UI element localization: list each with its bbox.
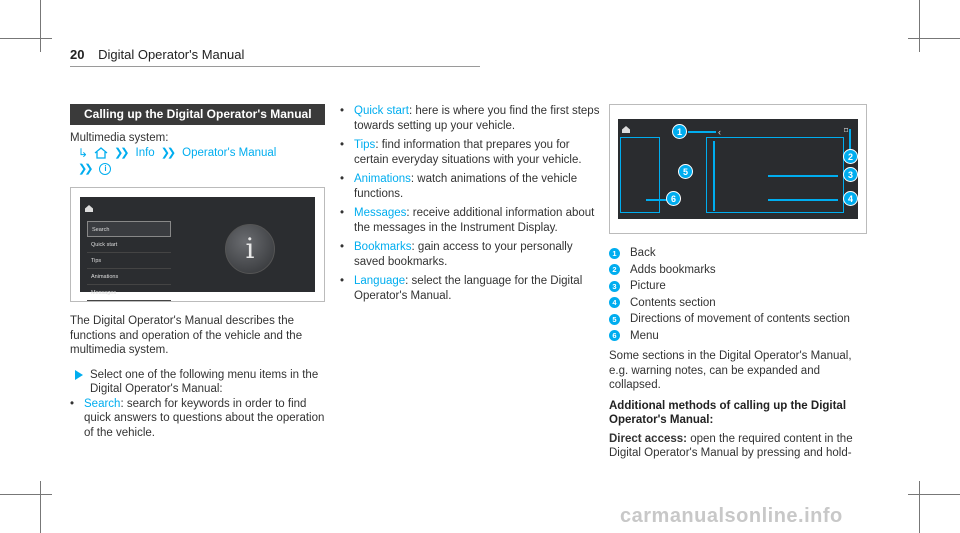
bullet-link[interactable]: Animations <box>354 173 411 185</box>
crop-mark <box>40 481 41 533</box>
bullet-item <box>340 240 600 269</box>
back-arrow-icon: ‹ <box>718 127 721 137</box>
screen-menu-item: Quick start <box>87 237 171 253</box>
page-header <box>70 47 244 62</box>
screen-menu-item: Tips <box>87 253 171 269</box>
subheading: Additional methods of calling up the Digital Operator's Manual: <box>609 399 847 426</box>
page-title: Digital Operator's Manual <box>98 47 245 62</box>
legend-item <box>609 263 867 278</box>
legend-label: Contents section <box>630 296 716 309</box>
home-icon <box>85 202 93 209</box>
note-paragraph: Some sections in the Digital Operator's Manual, e.g. warning notes, can be expanded and collapsed. <box>609 350 852 391</box>
section-heading: Calling up the Digital Operator's Manual <box>70 104 325 125</box>
callout-1: 1 <box>672 124 687 139</box>
legend-item <box>609 312 867 327</box>
bullet-dot: • <box>340 241 345 253</box>
legend-number: 6 <box>609 330 620 341</box>
double-chevron-icon: ❯❯ <box>78 162 91 175</box>
callout-line-4 <box>768 199 838 201</box>
watermark: carmanualsonline.info <box>620 505 843 527</box>
bullet-item <box>70 397 325 441</box>
callout-5: 5 <box>678 164 693 179</box>
page-number: 20 <box>70 47 85 62</box>
legend-label: Adds bookmarks <box>630 263 716 276</box>
callout-line-3 <box>768 175 838 177</box>
screenshot-frame <box>609 104 867 234</box>
description-paragraph: The Digital Operator's Manual describes the functions and operation of the vehicle and the multimedia system. <box>70 315 303 356</box>
home-icon <box>622 123 630 138</box>
screen-menu-item: Messages <box>87 285 171 301</box>
bullet-dot: • <box>340 275 345 287</box>
double-chevron-icon: ❯❯ <box>114 146 127 159</box>
legend-number: 1 <box>609 248 620 259</box>
bullet-link[interactable]: Language <box>354 275 406 287</box>
bullet-text: : search for keywords in order to find quick answers to questions about the operation of the vehicle. <box>84 397 325 439</box>
crop-mark <box>0 494 52 495</box>
legend-label: Directions of movement of contents section <box>630 313 850 325</box>
annotated-screen <box>618 119 858 219</box>
bookmark-icon: ⌑ <box>844 126 849 135</box>
callout-line-1 <box>688 131 716 133</box>
path-arrow-icon: ↳ <box>78 145 89 160</box>
legend-item <box>609 296 867 311</box>
direct-access-label: Direct access: <box>609 432 687 445</box>
scroll-direction-line <box>713 141 715 211</box>
play-arrow-icon <box>75 370 83 380</box>
direct-access-paragraph <box>609 432 867 461</box>
legend-item <box>609 329 867 344</box>
callout-4: 4 <box>843 191 858 206</box>
screen-menu-item: Search <box>87 221 171 237</box>
double-chevron-icon: ❯❯ <box>160 146 174 159</box>
bullet-item <box>340 138 600 167</box>
nav-path <box>70 145 325 161</box>
bullet-item <box>340 172 600 201</box>
screenshot-frame <box>70 187 325 302</box>
crop-mark <box>908 38 960 39</box>
crop-mark <box>0 38 52 39</box>
info-icon: i <box>99 163 111 175</box>
crop-mark <box>919 481 920 533</box>
manual-screen <box>80 197 315 296</box>
bullet-text: : here is where you find the first steps towards setting up your vehicle. <box>354 105 600 132</box>
bullet-item <box>340 206 600 235</box>
callout-6: 6 <box>666 191 681 206</box>
legend-number: 4 <box>609 297 620 308</box>
column-2 <box>340 104 600 308</box>
bullet-dot: • <box>340 173 345 185</box>
bullet-link[interactable]: Tips <box>354 139 376 151</box>
bullet-text: : receive additional information about the messages in the Instrument Display. <box>354 207 595 234</box>
bullet-text: : watch animations of the vehicle functions. <box>354 173 578 200</box>
nav-path-continued <box>70 161 325 177</box>
bullet-dot: • <box>340 105 345 117</box>
legend-item <box>609 279 867 294</box>
path-manual: Operator's Manual <box>182 146 277 159</box>
crop-mark <box>919 0 920 52</box>
instruction-step <box>70 368 325 397</box>
menu-highlight <box>620 137 660 213</box>
info-emblem: i <box>225 224 275 274</box>
bullet-text: : find information that prepares you for certain everyday situations with your vehicle. <box>354 139 582 166</box>
path-info: Info <box>135 146 155 159</box>
system-label: Multimedia system: <box>70 131 169 144</box>
callout-2: 2 <box>843 149 858 164</box>
bullet-dot: • <box>340 139 345 151</box>
screen-menu <box>87 221 171 301</box>
bullet-item <box>340 274 600 303</box>
bullet-text: : gain access to your personally saved bookmarks. <box>354 241 573 268</box>
column-3 <box>609 104 867 461</box>
legend-number: 2 <box>609 264 620 275</box>
header-rule <box>70 66 480 67</box>
legend-label: Picture <box>630 280 666 292</box>
legend-label: Back <box>630 247 656 259</box>
instruction-text: Select one of the following menu items in the Digital Operator's Manual: <box>90 368 319 395</box>
bullet-dot: • <box>340 207 345 219</box>
column-1 <box>70 104 325 445</box>
legend-number: 3 <box>609 281 620 292</box>
bullet-item <box>340 104 600 133</box>
legend-number: 5 <box>609 314 620 325</box>
bullet-link[interactable]: Messages <box>354 207 407 219</box>
screen-menu-item: Animations <box>87 269 171 285</box>
home-icon <box>94 147 108 159</box>
legend-item <box>609 246 867 261</box>
bullet-dot: • <box>70 397 75 410</box>
crop-mark <box>40 0 41 52</box>
bullet-link[interactable]: Quick start <box>354 105 409 117</box>
legend-label: Menu <box>630 329 659 342</box>
bullet-link[interactable]: Bookmarks <box>354 241 412 253</box>
crop-mark <box>908 494 960 495</box>
bullet-link[interactable]: Search <box>84 397 121 410</box>
callout-3: 3 <box>843 167 858 182</box>
direct-access-text: open the required content in the Digital Operator's Manual by pressing and hold- <box>609 432 853 459</box>
bullet-text: : select the language for the Digital Operator's Manual. <box>354 275 583 302</box>
